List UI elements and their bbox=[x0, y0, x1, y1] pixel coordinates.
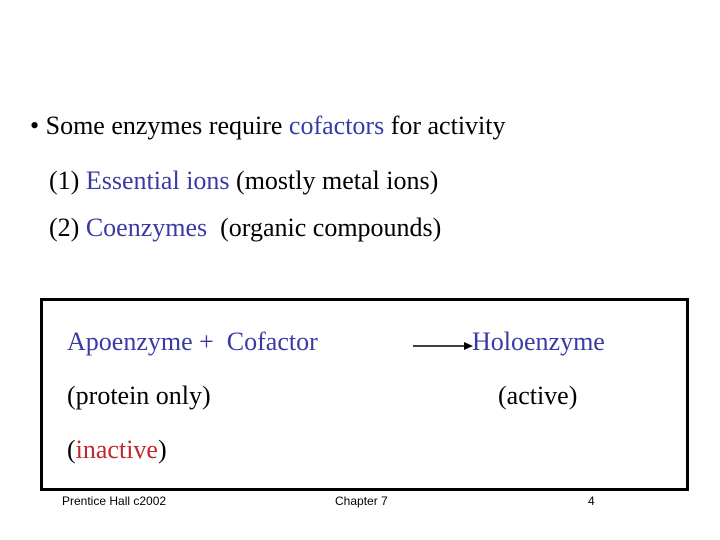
item-number: (2) bbox=[49, 213, 86, 242]
protein-only-note: (protein only) bbox=[67, 381, 211, 410]
equation-left: Apoenzyme + Cofactor bbox=[67, 327, 318, 356]
footer-chapter: Chapter 7 bbox=[335, 494, 388, 508]
list-item-essential-ions bbox=[49, 166, 438, 196]
active-note: (active) bbox=[498, 381, 578, 410]
item-description: (mostly metal ions) bbox=[229, 166, 439, 195]
essential-ions-term: Essential ions bbox=[85, 166, 230, 195]
inactive-paren-open: ( bbox=[67, 435, 76, 464]
item-number: (1) bbox=[49, 166, 86, 195]
footer-publisher: Prentice Hall c2002 bbox=[62, 494, 167, 508]
inactive-word: inactive bbox=[75, 435, 158, 464]
equation-right: Holoenzyme bbox=[472, 327, 605, 356]
inactive-note bbox=[67, 435, 167, 465]
bullet-text-prefix: Some enzymes require bbox=[45, 111, 289, 140]
reaction-arrow-icon bbox=[413, 341, 473, 351]
coenzymes-term: Coenzymes bbox=[85, 213, 208, 242]
inactive-paren-close: ) bbox=[157, 435, 167, 464]
footer-page-number: 4 bbox=[588, 494, 595, 508]
cofactors-term: cofactors bbox=[288, 111, 385, 140]
item-description: (organic compounds) bbox=[207, 213, 442, 242]
list-item-coenzymes bbox=[49, 213, 441, 243]
bullet-symbol: • bbox=[30, 111, 40, 140]
bullet-text-suffix: for activity bbox=[384, 111, 506, 140]
bullet-line bbox=[30, 111, 506, 141]
